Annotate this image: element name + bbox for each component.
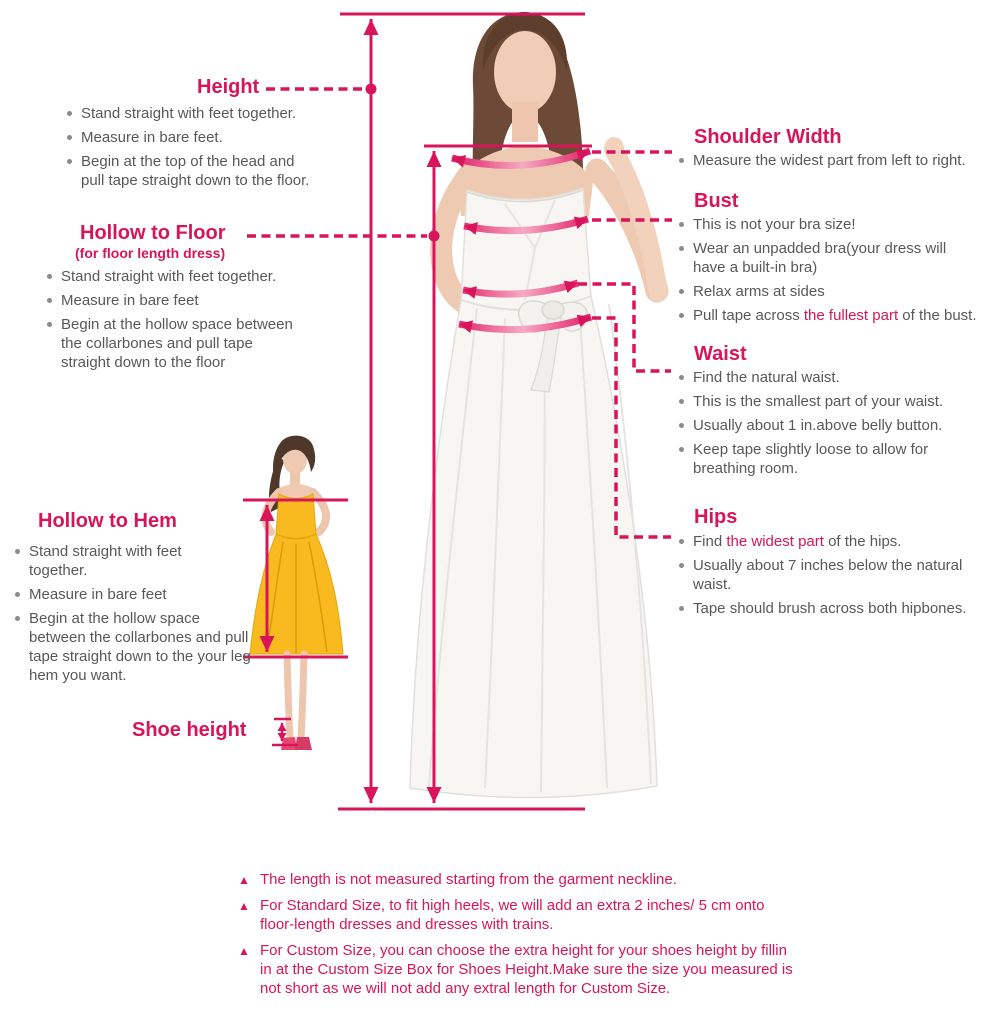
bust-instruction bbox=[676, 215, 996, 234]
instruction-text: straight down to the floor bbox=[61, 354, 226, 371]
instruction-text: This is the smallest part of your waist. bbox=[693, 393, 944, 410]
instruction-text: of the bust. bbox=[898, 307, 977, 324]
section-hollow-to-floor bbox=[44, 222, 354, 377]
bust-instruction-list bbox=[676, 215, 996, 325]
instruction-text: Keep tape slightly loose to allow for bbox=[693, 441, 929, 458]
hollow-to-floor-instruction bbox=[44, 267, 354, 286]
instruction-text: Wear an unpadded bra(your dress will bbox=[693, 240, 947, 257]
instruction-text: Pull tape across bbox=[693, 307, 804, 324]
waist-instruction bbox=[676, 368, 996, 387]
section-height bbox=[64, 76, 364, 195]
instruction-text: floor-length dresses and dresses with trains. bbox=[260, 916, 554, 933]
hollow-to-floor-title: Hollow to Floor bbox=[80, 222, 226, 244]
instruction-text: For Custom Size, you can choose the extra height for your shoes height by fillin bbox=[260, 942, 787, 959]
main-model-figure bbox=[385, 8, 675, 818]
instruction-text: Find the natural waist. bbox=[693, 369, 840, 386]
shoulder-width-title: Shoulder Width bbox=[694, 126, 842, 148]
instruction-text: Stand straight with feet together. bbox=[81, 105, 297, 122]
instruction-text: Stand straight with feet bbox=[29, 543, 182, 560]
hollow-to-floor-instruction bbox=[44, 291, 354, 310]
instruction-text: Measure in bare feet bbox=[61, 292, 199, 309]
height-instruction bbox=[64, 128, 364, 147]
note-item bbox=[238, 870, 838, 889]
hollow-to-floor-subtitle: (for floor length dress) bbox=[75, 245, 226, 261]
instruction-text: tape straight down to the your leg bbox=[29, 648, 251, 665]
instruction-text: Usually about 7 inches below the natural bbox=[693, 557, 963, 574]
hips-title: Hips bbox=[694, 506, 738, 528]
instruction-text: pull tape straight down to the floor. bbox=[81, 172, 310, 189]
hollow-to-hem-instruction-list bbox=[12, 542, 272, 685]
instruction-text: For Standard Size, to fit high heels, we will add an extra 2 inches/ 5 cm onto bbox=[260, 897, 765, 914]
height-instruction bbox=[64, 104, 364, 123]
hollow-to-hem-instruction bbox=[12, 609, 272, 685]
instruction-text: hem you want. bbox=[29, 667, 127, 684]
triangle-icon: ▲ bbox=[238, 873, 250, 887]
bust-instruction bbox=[676, 282, 996, 301]
section-hollow-to-hem bbox=[12, 510, 272, 690]
notes-list bbox=[238, 870, 838, 998]
instruction-text: Find bbox=[693, 533, 727, 550]
bust-title: Bust bbox=[694, 190, 739, 212]
section-bust bbox=[676, 190, 996, 330]
instruction-text: the collarbones and pull tape bbox=[61, 335, 253, 352]
instruction-text: in at the Custom Size Box for Shoes Height.Make sure the size you measured is bbox=[260, 961, 793, 978]
waist-instruction bbox=[676, 392, 996, 411]
instruction-text: Relax arms at sides bbox=[693, 283, 825, 300]
shoulder-width-instruction bbox=[676, 151, 996, 170]
instruction-text: breathing room. bbox=[693, 460, 799, 477]
hollow-to-floor-instruction bbox=[44, 315, 354, 372]
instruction-text: Usually about 1 in.above belly button. bbox=[693, 417, 943, 434]
instruction-text: Stand straight with feet together. bbox=[61, 268, 277, 285]
shoulder-width-instruction-list bbox=[676, 151, 996, 170]
triangle-icon: ▲ bbox=[238, 899, 250, 913]
hips-instruction bbox=[676, 556, 996, 594]
section-shoe-height bbox=[132, 719, 246, 742]
instruction-text: together. bbox=[29, 562, 88, 579]
hips-instruction-list bbox=[676, 532, 996, 618]
section-hips bbox=[676, 506, 996, 623]
bust-instruction bbox=[676, 239, 996, 277]
instruction-text: not short as we will not add any extral length for Custom Size. bbox=[260, 980, 671, 997]
section-shoulder-width bbox=[676, 126, 996, 175]
waist-instruction bbox=[676, 416, 996, 435]
instruction-text: Tape should brush across both hipbones. bbox=[693, 600, 967, 617]
instruction-text: This is not your bra size! bbox=[693, 216, 856, 233]
hollow-to-hem-instruction bbox=[12, 542, 272, 580]
instruction-text: have a built-in bra) bbox=[693, 259, 818, 276]
instruction-text: Begin at the hollow space bbox=[29, 610, 200, 627]
instruction-text: of the hips. bbox=[823, 533, 902, 550]
height-connector-dot bbox=[366, 84, 377, 95]
height-instruction bbox=[64, 152, 364, 190]
waist-instruction-list bbox=[676, 368, 996, 478]
highlighted-text: the fullest part bbox=[803, 307, 899, 324]
height-title: Height bbox=[197, 76, 260, 98]
waist-title: Waist bbox=[694, 343, 747, 365]
hips-instruction bbox=[676, 599, 996, 618]
instruction-text: The length is not measured starting from the garment neckline. bbox=[260, 871, 677, 888]
instruction-text: Begin at the top of the head and bbox=[81, 153, 295, 170]
section-waist bbox=[676, 343, 996, 483]
hollow-to-floor-instruction-list bbox=[44, 267, 354, 372]
triangle-icon: ▲ bbox=[238, 944, 250, 958]
instruction-text: waist. bbox=[693, 576, 732, 593]
instruction-text: between the collarbones and pull bbox=[29, 629, 249, 646]
hips-instruction bbox=[676, 532, 996, 551]
bust-instruction bbox=[676, 306, 996, 325]
instruction-text: Measure the widest part from left to right. bbox=[693, 152, 966, 169]
hollow-to-hem-title: Hollow to Hem bbox=[38, 510, 177, 532]
instruction-text: Begin at the hollow space between bbox=[61, 316, 293, 333]
note-item bbox=[238, 941, 838, 998]
instruction-text: Measure in bare feet bbox=[29, 586, 167, 603]
shoe-height-title: Shoe height bbox=[132, 719, 247, 741]
section-notes bbox=[238, 870, 838, 1005]
highlighted-text: the widest part bbox=[726, 533, 824, 550]
note-item bbox=[238, 896, 838, 934]
waist-instruction bbox=[676, 440, 996, 478]
hollow-to-hem-instruction bbox=[12, 585, 272, 604]
height-instruction-list bbox=[64, 104, 364, 190]
instruction-text: Measure in bare feet. bbox=[81, 129, 223, 146]
